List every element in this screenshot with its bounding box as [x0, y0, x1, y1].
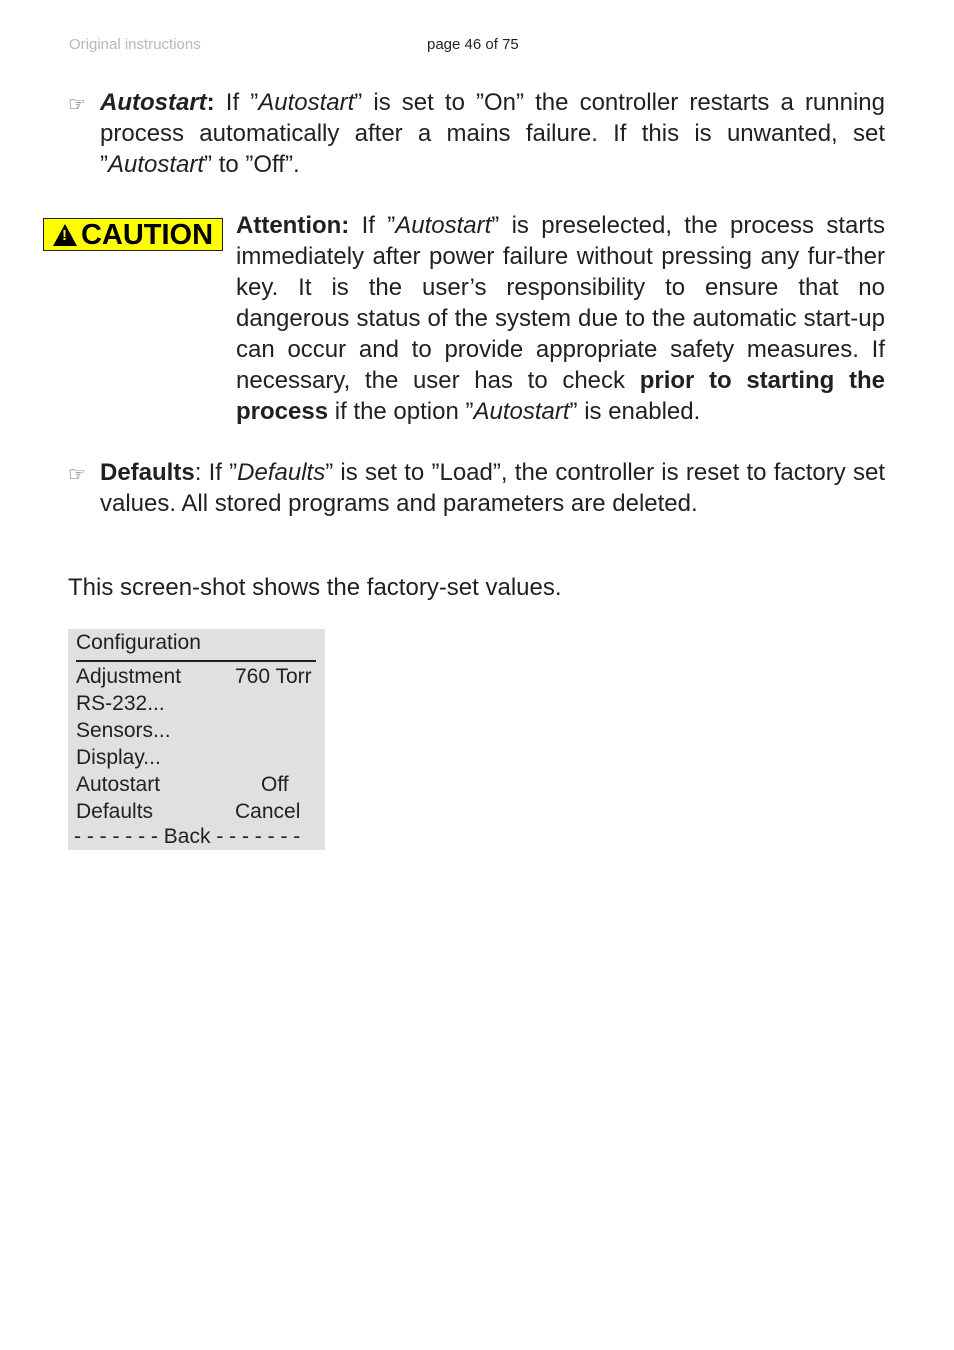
pointing-hand-icon: ☞	[68, 94, 86, 116]
defaults-description: Defaults: If ”Defaults” is set to ”Load”, the controller is reset to factory set values. All stored programs and parameters are deleted.	[100, 459, 885, 517]
defaults-term: Defaults	[100, 459, 195, 486]
autostart-description: Autostart: If ”Autostart” is set to ”On” the controller restarts a running process automatically after a mains failure. If this is unwanted, set ”Autostart” to ”Off”.	[100, 89, 886, 178]
screen-title: Configuration	[76, 631, 201, 654]
caution-text: Attention: If ”Autostart” is preselected, the process starts immediately after power failure without pressing any fur-ther key. It is the user’s responsibility to ensure that no dangerous status of the system due to the automatic start-up can occur and to provide appropriate safety measures. If necessary, the user has to check prior to starting the process if the option ”Autostart” is enabled.	[236, 212, 885, 425]
pointing-hand-icon: ☞	[68, 464, 86, 486]
menu-item-defaults[interactable]: Defaults Cancel	[76, 800, 301, 823]
configuration-screen	[68, 629, 325, 850]
warning-triangle-icon	[53, 224, 77, 246]
menu-item-rs232[interactable]: RS-232...	[76, 692, 165, 715]
screenshot-intro: This screen-shot shows the factory-set values.	[68, 574, 562, 601]
menu-item-adjustment[interactable]: Adjustment 760 Torr	[76, 665, 312, 688]
menu-item-autostart[interactable]: Autostart Off	[76, 773, 289, 796]
back-button[interactable]: - - - - - - - Back - - - - - - -	[74, 825, 301, 848]
menu-item-display[interactable]: Display...	[76, 746, 161, 769]
caution-badge: ! CAUTION	[43, 218, 223, 251]
page-number: page 46 of 75	[427, 36, 519, 53]
menu-item-sensors[interactable]: Sensors...	[76, 719, 171, 742]
title-divider	[76, 660, 316, 662]
header-document-title: Original instructions	[69, 36, 201, 53]
autostart-term: Autostart	[100, 89, 207, 116]
